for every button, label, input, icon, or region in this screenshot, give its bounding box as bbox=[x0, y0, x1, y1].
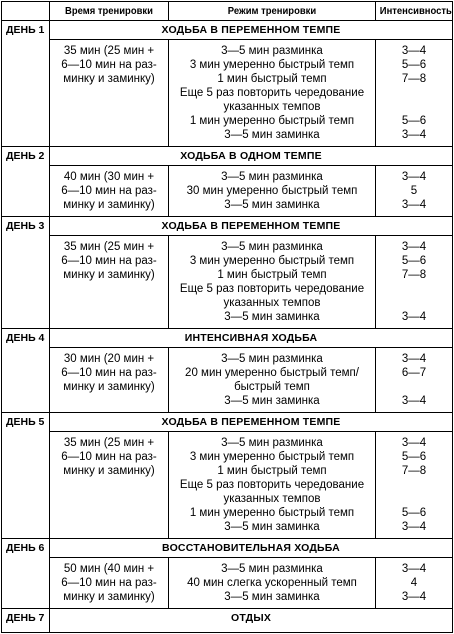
intensity-cell-line: 4 bbox=[410, 577, 418, 589]
mode-cell-line: 3—5 мин заминка bbox=[224, 521, 320, 533]
mode-cell-line: 3—5 мин заминка bbox=[224, 395, 320, 407]
mode-cell-line: 1 мин быстрый темп bbox=[217, 465, 327, 477]
mode-cell-line: 3—5 мин заминка bbox=[224, 129, 320, 141]
day-label: ДЕНЬ 4 bbox=[6, 332, 45, 344]
section-title: ОТДЫХ bbox=[230, 612, 272, 624]
intensity-cell-line bbox=[376, 100, 452, 114]
intensity-cell-line: 3—4 bbox=[401, 129, 427, 141]
mode-cell-line: 3—5 мин заминка bbox=[224, 311, 320, 323]
time-cell-line: 6—10 мин на раз- bbox=[61, 577, 157, 589]
title-underline bbox=[49, 235, 452, 236]
time-cell-line: 40 мин (30 мин + bbox=[63, 171, 155, 183]
section-title: ВОССТАНОВИТЕЛЬНАЯ ХОДЬБА bbox=[162, 542, 340, 554]
mode-cell bbox=[169, 170, 375, 212]
intensity-cell-line: 7—8 bbox=[401, 269, 427, 281]
mode-cell-line: 20 мин умеренно быстрый темп/ bbox=[185, 367, 359, 379]
mode-cell-line: 3 мин умеренно быстрый темп bbox=[189, 255, 355, 267]
mode-cell bbox=[169, 352, 375, 408]
header-mode: Режим тренировки bbox=[227, 5, 317, 17]
header-time: Время тренировки bbox=[65, 5, 153, 17]
time-cell-line: 6—10 мин на раз- bbox=[61, 255, 157, 267]
intensity-cell-line bbox=[376, 282, 452, 296]
time-cell-line: 30 мин (20 мин + bbox=[63, 353, 155, 365]
day-column-divider bbox=[49, 608, 50, 632]
mode-cell-line: Еще 5 раз повторить чередование bbox=[179, 283, 365, 295]
intensity-cell-line: 5—6 bbox=[401, 59, 427, 71]
intensity-cell-line: 6—7 bbox=[401, 367, 427, 379]
intensity-cell-line: 5—6 bbox=[401, 255, 427, 267]
mode-cell-line: 3 мин умеренно быстрый темп bbox=[189, 451, 355, 463]
header-divider bbox=[168, 2, 169, 20]
header-divider bbox=[375, 2, 376, 20]
time-cell-line: 35 мин (25 мин + bbox=[63, 437, 155, 449]
time-cell-line: 35 мин (25 мин + bbox=[63, 45, 155, 57]
intensity-cell-line: 3—4 bbox=[401, 199, 427, 211]
mode-cell-line: 3—5 мин разминка bbox=[221, 563, 323, 575]
time-cell-line: 6—10 мин на раз- bbox=[61, 451, 157, 463]
intensity-cell-line bbox=[376, 492, 452, 506]
intensity-cell-line: 5—6 bbox=[401, 115, 427, 127]
day-label: ДЕНЬ 5 bbox=[6, 416, 45, 428]
time-cell bbox=[50, 44, 168, 86]
day-label: ДЕНЬ 3 bbox=[6, 220, 45, 232]
mode-cell-line: 1 мин быстрый темп bbox=[217, 269, 327, 281]
header-intensity: Интенсивность bbox=[379, 5, 452, 17]
day-label: ДЕНЬ 6 bbox=[6, 542, 45, 554]
mode-cell-line: 40 мин слегка ускоренный темп bbox=[187, 577, 357, 589]
day-separator bbox=[2, 412, 452, 413]
title-underline bbox=[49, 39, 452, 40]
day-separator bbox=[2, 608, 452, 609]
title-underline bbox=[49, 431, 452, 432]
mode-cell-line: Еще 5 раз повторить чередование bbox=[179, 87, 365, 99]
mode-cell-line: 3—5 мин разминка bbox=[221, 437, 323, 449]
time-cell-line: 50 мин (40 мин + bbox=[63, 563, 155, 575]
time-cell-line: 6—10 мин на раз- bbox=[61, 185, 157, 197]
time-cell-line: минку и заминку) bbox=[63, 199, 155, 211]
day-label: ДЕНЬ 2 bbox=[6, 150, 45, 162]
section-title: ИНТЕНСИВНАЯ ХОДЬБА bbox=[184, 332, 318, 344]
time-cell-line: минку и заминку) bbox=[63, 269, 155, 281]
intensity-cell-line: 3—4 bbox=[401, 171, 427, 183]
time-cell-line: 6—10 мин на раз- bbox=[61, 59, 157, 71]
day-label: ДЕНЬ 7 bbox=[6, 612, 45, 624]
mode-cell bbox=[169, 44, 375, 142]
mode-cell bbox=[169, 562, 375, 604]
time-cell-line: минку и заминку) bbox=[63, 591, 155, 603]
day-separator bbox=[2, 538, 452, 539]
day-separator bbox=[2, 146, 452, 147]
header-divider bbox=[49, 2, 50, 20]
time-cell bbox=[50, 240, 168, 282]
mode-cell-line: указанных темпов bbox=[223, 101, 321, 113]
intensity-cell-line bbox=[376, 86, 452, 100]
time-cell-line: 6—10 мин на раз- bbox=[61, 367, 157, 379]
section-title: ХОДЬБА В ПЕРЕМЕННОМ ТЕМПЕ bbox=[161, 220, 341, 232]
intensity-cell-line: 5 bbox=[410, 185, 418, 197]
title-underline bbox=[49, 557, 452, 558]
intensity-cell bbox=[376, 170, 452, 212]
mode-cell bbox=[169, 240, 375, 324]
time-cell bbox=[50, 562, 168, 604]
intensity-cell bbox=[376, 562, 452, 604]
time-cell-line: 35 мин (25 мин + bbox=[63, 241, 155, 253]
mode-cell-line: 3 мин умеренно быстрый темп bbox=[189, 59, 355, 71]
table-header bbox=[2, 2, 452, 21]
intensity-cell bbox=[376, 436, 452, 534]
training-schedule-table bbox=[1, 1, 453, 633]
time-cell-line: минку и заминку) bbox=[63, 465, 155, 477]
day-separator bbox=[2, 216, 452, 217]
intensity-cell-line: 3—4 bbox=[401, 591, 427, 603]
mode-cell-line: Еще 5 раз повторить чередование bbox=[179, 479, 365, 491]
mode-cell-line: 3—5 мин заминка bbox=[224, 199, 320, 211]
title-underline bbox=[49, 347, 452, 348]
time-cell-line: минку и заминку) bbox=[63, 73, 155, 85]
mode-cell-line: 1 мин быстрый темп bbox=[217, 73, 327, 85]
time-cell bbox=[50, 170, 168, 212]
intensity-cell-line: 5—6 bbox=[401, 451, 427, 463]
mode-cell-line: 1 мин умеренно быстрый темп bbox=[189, 507, 355, 519]
day-label: ДЕНЬ 1 bbox=[6, 24, 45, 36]
section-title: ХОДЬБА В ПЕРЕМЕННОМ ТЕМПЕ bbox=[161, 416, 341, 428]
mode-cell-line: указанных темпов bbox=[223, 297, 321, 309]
intensity-cell-line bbox=[376, 296, 452, 310]
intensity-cell-line: 3—4 bbox=[401, 395, 427, 407]
mode-cell-line: указанных темпов bbox=[223, 493, 321, 505]
section-title: ХОДЬБА В ОДНОМ ТЕМПЕ bbox=[180, 150, 322, 162]
intensity-cell bbox=[376, 352, 452, 408]
day-separator bbox=[2, 328, 452, 329]
mode-cell-line: 3—5 мин заминка bbox=[224, 591, 320, 603]
intensity-cell-line: 5—6 bbox=[401, 507, 427, 519]
mode-cell-line: 30 мин умеренно быстрый темп bbox=[186, 185, 358, 197]
mode-cell-line: 1 мин умеренно быстрый темп bbox=[189, 115, 355, 127]
mode-cell-line: быстрый темп bbox=[234, 381, 310, 393]
intensity-cell-line: 3—4 bbox=[401, 353, 427, 365]
section-title: ХОДЬБА В ПЕРЕМЕННОМ ТЕМПЕ bbox=[161, 24, 341, 36]
mode-cell-line: 3—5 мин разминка bbox=[221, 241, 323, 253]
time-cell bbox=[50, 436, 168, 478]
intensity-cell-line: 3—4 bbox=[401, 521, 427, 533]
mode-cell-line: 3—5 мин разминка bbox=[221, 171, 323, 183]
intensity-cell bbox=[376, 44, 452, 142]
mode-cell-line: 3—5 мин разминка bbox=[221, 353, 323, 365]
intensity-cell-line bbox=[376, 380, 452, 394]
title-underline bbox=[49, 165, 452, 166]
mode-cell bbox=[169, 436, 375, 534]
intensity-cell-line: 3—4 bbox=[401, 241, 427, 253]
intensity-cell-line: 3—4 bbox=[401, 311, 427, 323]
intensity-cell-line: 7—8 bbox=[401, 73, 427, 85]
intensity-cell-line: 3—4 bbox=[401, 437, 427, 449]
intensity-cell-line: 7—8 bbox=[401, 465, 427, 477]
mode-cell-line: 3—5 мин разминка bbox=[221, 45, 323, 57]
intensity-cell-line: 3—4 bbox=[401, 45, 427, 57]
time-cell-line: минку и заминку) bbox=[63, 381, 155, 393]
intensity-cell-line bbox=[376, 478, 452, 492]
intensity-cell-line: 3—4 bbox=[401, 563, 427, 575]
time-cell bbox=[50, 352, 168, 394]
intensity-cell bbox=[376, 240, 452, 324]
